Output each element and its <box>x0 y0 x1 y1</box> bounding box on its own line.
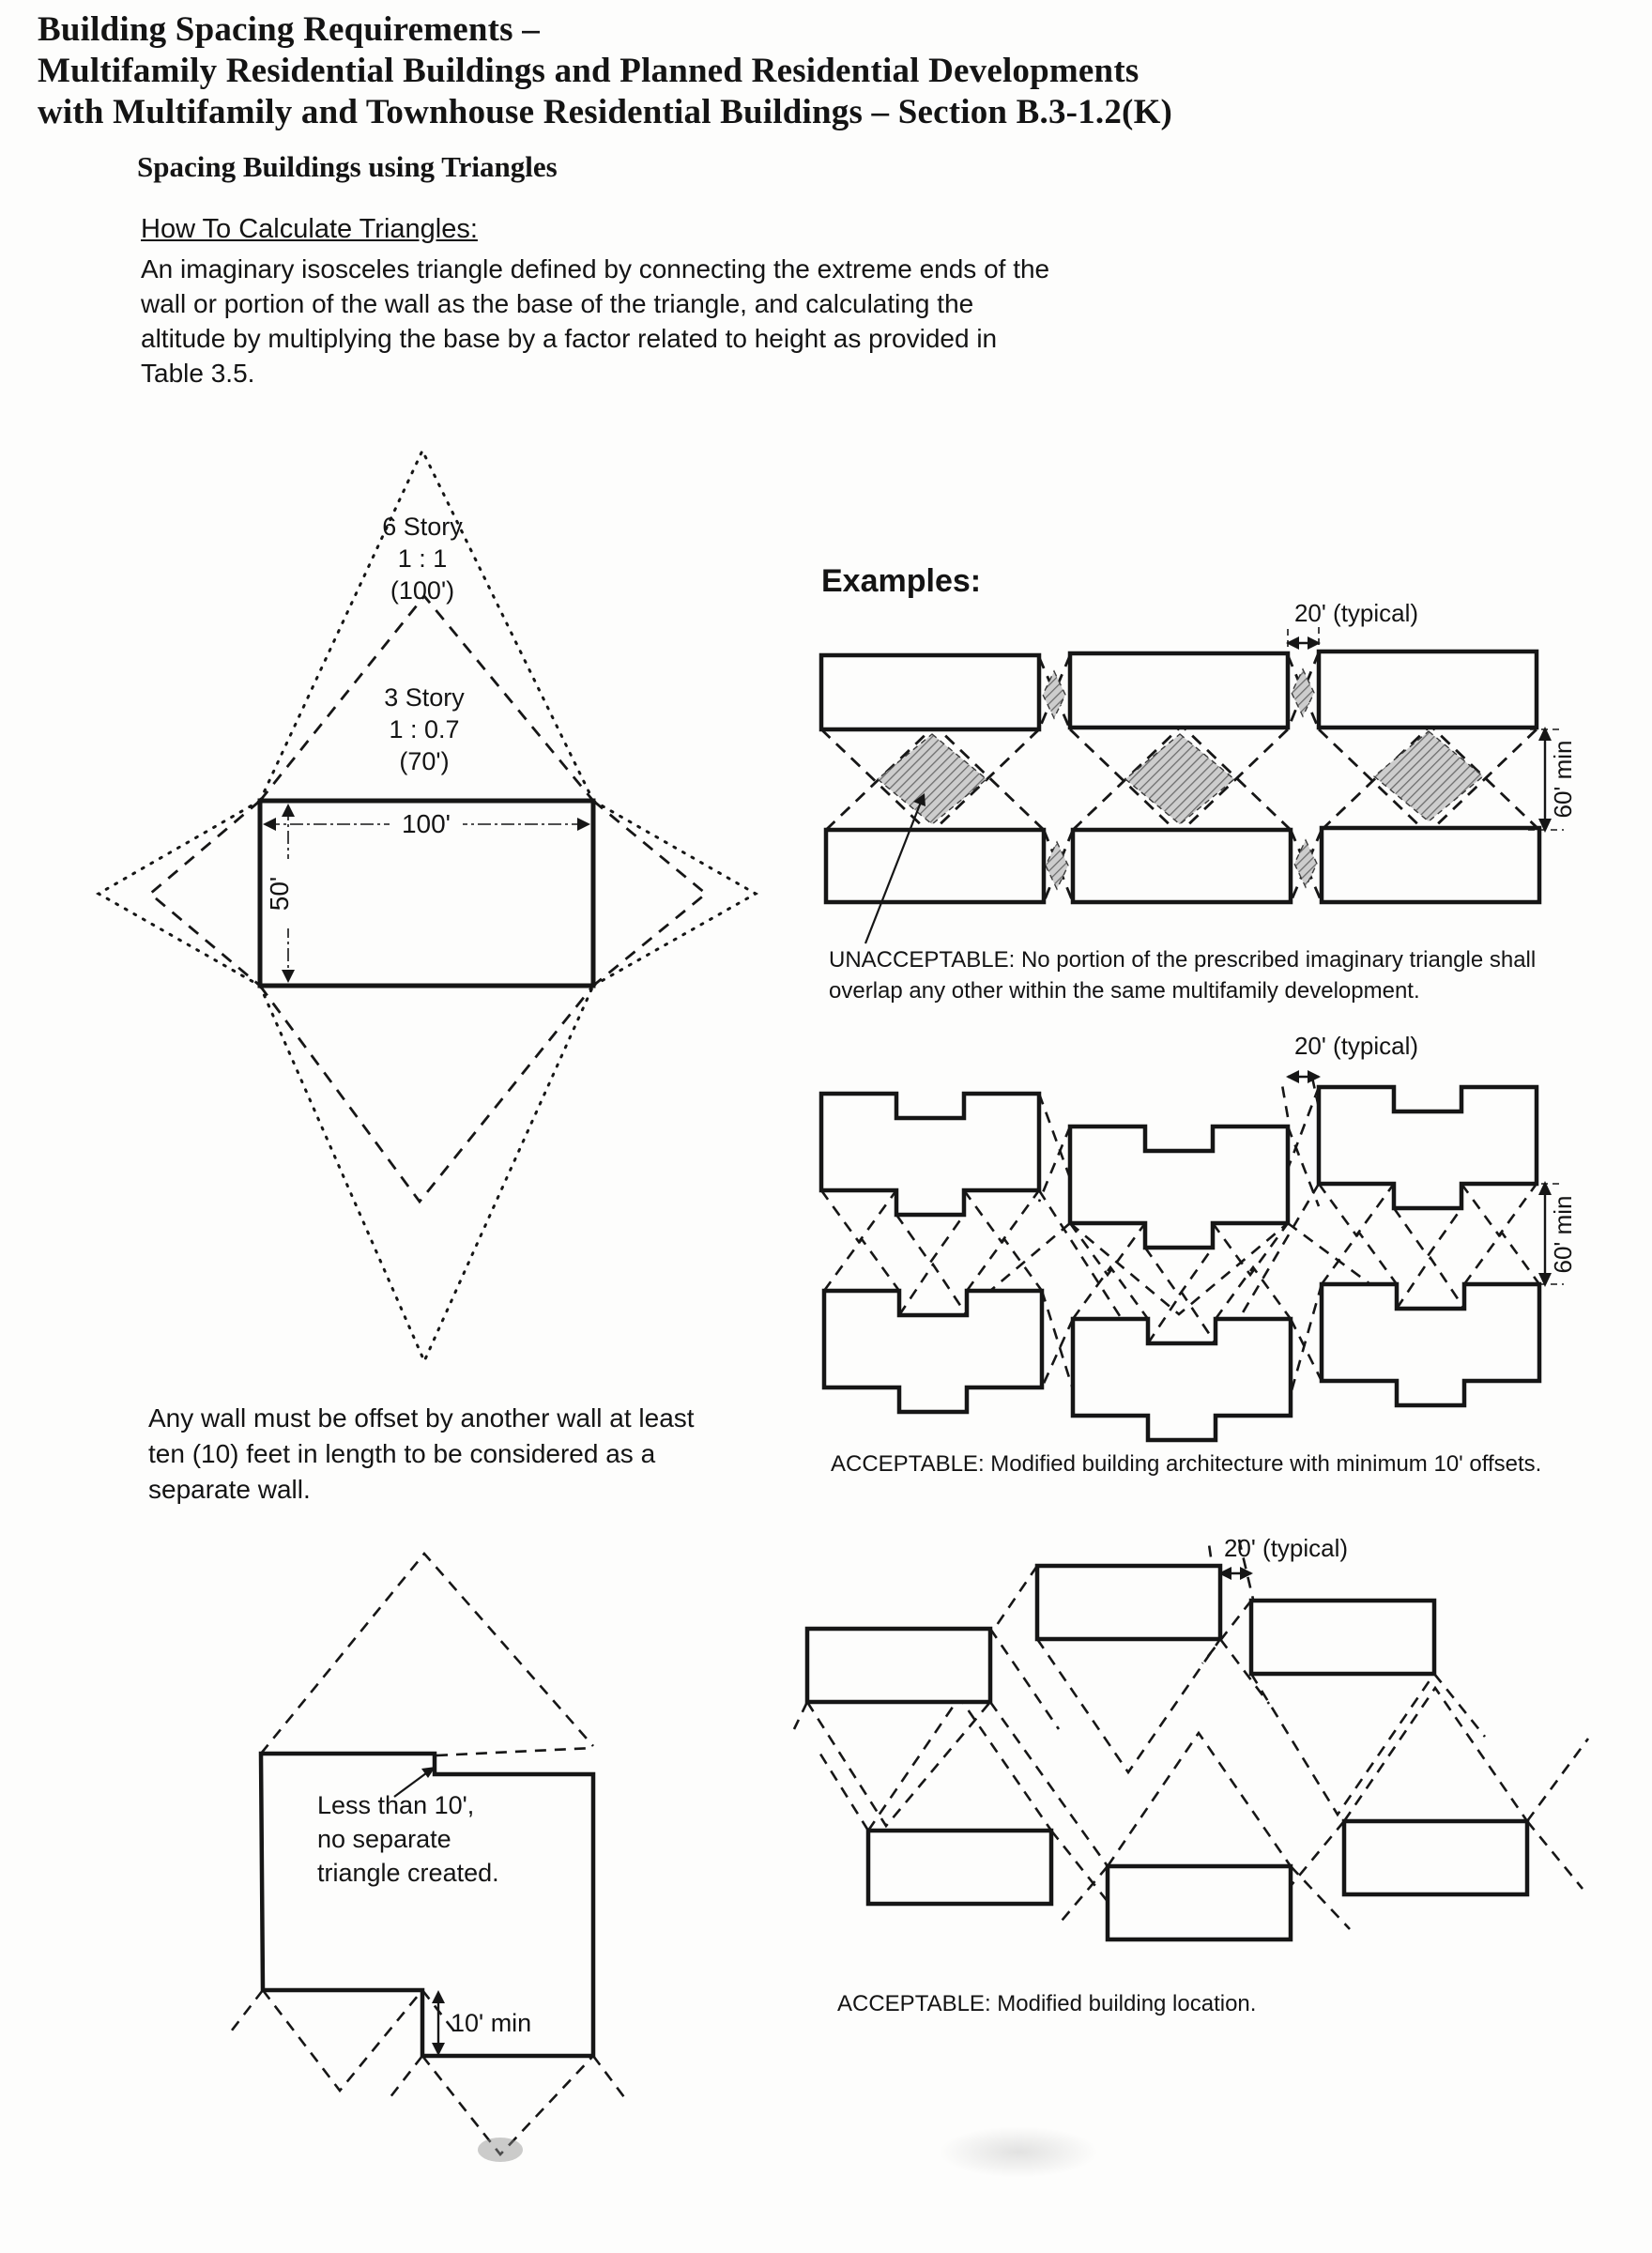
scan-artifact <box>939 2126 1098 2178</box>
howto-heading: How To Calculate Triangles: <box>141 214 478 244</box>
ex1-spacing-label: 20' (typical) <box>1293 599 1419 627</box>
offset-rule-diagram <box>169 1530 695 2244</box>
six-story-label-line2: 1 : 1 <box>397 544 448 573</box>
ex1-caption: UNACCEPTABLE: No portion of the prescribed imaginary triangle shall overlap any other within the same multifamily development. <box>829 947 1537 1004</box>
ex2-separation-label: 60' min <box>1549 1195 1577 1274</box>
three-story-label-line1: 3 Story <box>384 683 465 712</box>
ex2-spacing-label: 20' (typical) <box>1293 1032 1419 1060</box>
offset-note-line3: triangle created. <box>317 1859 499 1887</box>
ex3-buildings <box>807 1566 1527 1939</box>
example1-diagram <box>807 601 1652 995</box>
example2-diagram <box>807 1028 1652 1469</box>
offset-top-triangle <box>261 1554 593 1755</box>
page-title-line3: with Multifamily and Townhouse Residential Buildings – Section B.3-1.2(K) <box>38 93 1173 131</box>
triangle-calculation-diagram <box>56 394 770 1389</box>
ex2-caption: ACCEPTABLE: Modified building architecture with minimum 10' offsets. <box>831 1451 1542 1477</box>
page-title-line2: Multifamily Residential Buildings and Planned Residential Developments <box>38 52 1140 90</box>
three-story-label-line2: 1 : 0.7 <box>389 715 460 743</box>
three-story-label-line3: (70') <box>399 747 450 775</box>
ex1-separation-label: 60' min <box>1549 740 1577 819</box>
offset-note-line2: no separate <box>317 1825 451 1853</box>
ex3-spacing-label: 20' (typical) <box>1223 1534 1349 1562</box>
six-story-label-line3: (100') <box>390 576 455 605</box>
ex3-caption: ACCEPTABLE: Modified building location. <box>837 1991 1257 2016</box>
examples-heading: Examples: <box>821 563 982 599</box>
howto-paragraph: An imaginary isosceles triangle defined by connecting the extreme ends of the wall or portion of the wall as the base of the triangle, and calculating the altitude by multiplying the base by a factor related to height as provided in Table 3.5. <box>141 254 1050 388</box>
six-story-label-line1: 6 Story <box>382 513 463 541</box>
example3-diagram <box>788 1502 1652 2009</box>
ex2-buildings <box>821 1087 1539 1440</box>
offset-wall-note: Any wall must be offset by another wall at least ten (10) feet in length to be considered as a separate wall. <box>148 1403 695 1504</box>
base-dimension-label: 100' <box>401 809 451 838</box>
scan-smudge <box>478 2138 523 2162</box>
section-subtitle: Spacing Buildings using Triangles <box>137 150 558 183</box>
page-title-line1: Building Spacing Requirements – <box>38 10 540 49</box>
side-dimension-label: 50' <box>265 876 294 912</box>
offset-note-line1: Less than 10', <box>317 1791 475 1819</box>
offset-min-label: 10' min <box>451 2009 532 2037</box>
